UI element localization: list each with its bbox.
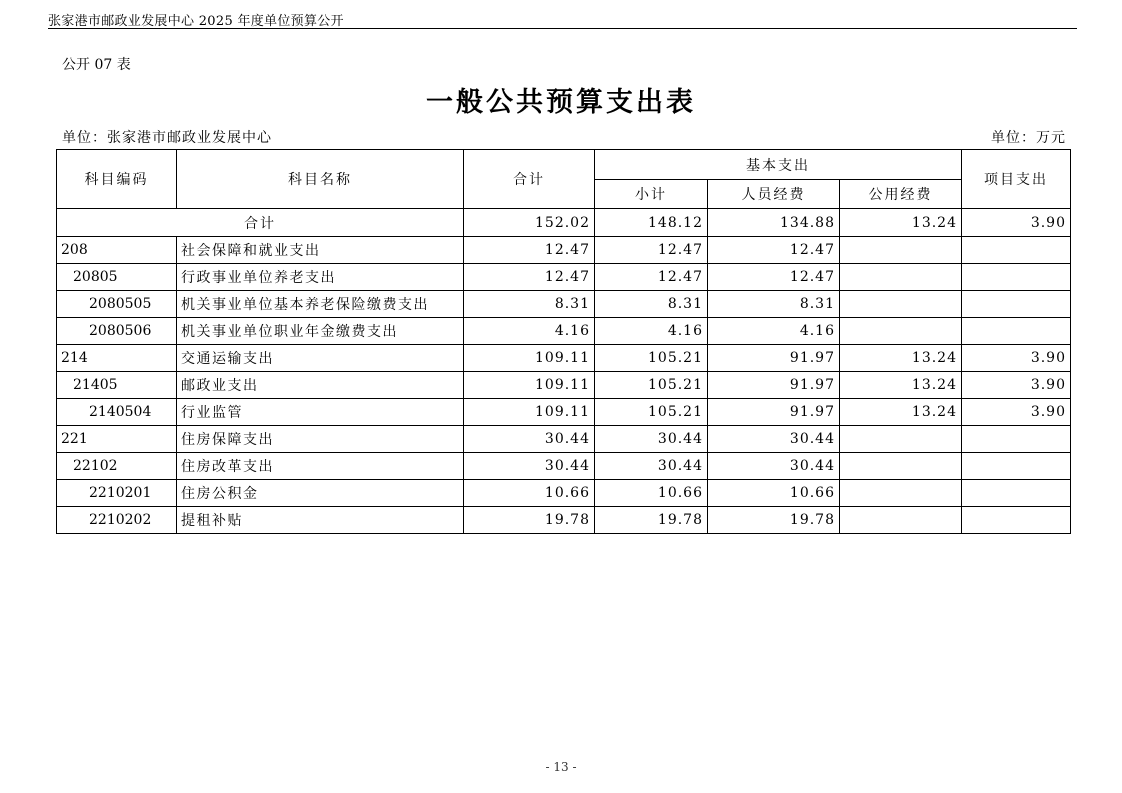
row-public: [840, 453, 962, 480]
table-row: [57, 372, 1071, 399]
row-personnel: 8.31: [708, 291, 840, 318]
total-row-project: 3.90: [962, 209, 1071, 237]
table-row: [57, 453, 1071, 480]
row-public: [840, 237, 962, 264]
total-row-subtotal: 148.12: [595, 209, 708, 237]
row-code: 2140504: [57, 399, 177, 426]
header-public: 公用经费: [840, 180, 962, 209]
row-total: 8.31: [464, 291, 595, 318]
header-basic-expenditure: 基本支出: [595, 150, 962, 180]
row-subtotal: 30.44: [595, 453, 708, 480]
row-total: 30.44: [464, 453, 595, 480]
row-personnel: 30.44: [708, 426, 840, 453]
header-project-expenditure: 项目支出: [962, 150, 1071, 209]
row-total: 12.47: [464, 237, 595, 264]
row-name: 住房改革支出: [177, 453, 464, 480]
row-name: 行政事业单位养老支出: [177, 264, 464, 291]
row-subtotal: 19.78: [595, 507, 708, 534]
row-public: 13.24: [840, 399, 962, 426]
table-row: [57, 237, 1071, 264]
row-subtotal: 105.21: [595, 372, 708, 399]
row-code: 221: [57, 426, 177, 453]
row-project: [962, 453, 1071, 480]
row-total: 19.78: [464, 507, 595, 534]
row-project: [962, 291, 1071, 318]
row-public: [840, 480, 962, 507]
row-code: 2210202: [57, 507, 177, 534]
row-name: 住房保障支出: [177, 426, 464, 453]
row-project: [962, 507, 1071, 534]
row-name: 住房公积金: [177, 480, 464, 507]
row-personnel: 30.44: [708, 453, 840, 480]
row-project: [962, 318, 1071, 345]
row-name: 交通运输支出: [177, 345, 464, 372]
row-total: 10.66: [464, 480, 595, 507]
row-name: 机关事业单位职业年金缴费支出: [177, 318, 464, 345]
total-row: [57, 209, 1071, 237]
row-total: 4.16: [464, 318, 595, 345]
table-number-label: 公开 07 表: [62, 57, 131, 73]
row-public: [840, 264, 962, 291]
row-name: 机关事业单位基本养老保险缴费支出: [177, 291, 464, 318]
row-code: 208: [57, 237, 177, 264]
header-divider: [48, 28, 1077, 29]
total-row-total: 152.02: [464, 209, 595, 237]
table-row: [57, 291, 1071, 318]
row-project: [962, 426, 1071, 453]
header-subtotal: 小计: [595, 180, 708, 209]
row-subtotal: 10.66: [595, 480, 708, 507]
row-code: 20805: [57, 264, 177, 291]
unit-name-label: 单位：张家港市邮政业发展中心: [62, 130, 272, 146]
row-public: [840, 426, 962, 453]
page-number: - 13 -: [545, 760, 577, 774]
row-project: [962, 264, 1071, 291]
row-code: 22102: [57, 453, 177, 480]
row-project: 3.90: [962, 399, 1071, 426]
row-project: [962, 237, 1071, 264]
row-public: [840, 318, 962, 345]
total-row-label: 合计: [57, 209, 464, 237]
table-row: [57, 399, 1071, 426]
row-code: 2210201: [57, 480, 177, 507]
row-personnel: 91.97: [708, 372, 840, 399]
row-subtotal: 30.44: [595, 426, 708, 453]
row-project: 3.90: [962, 372, 1071, 399]
row-total: 109.11: [464, 372, 595, 399]
row-public: 13.24: [840, 372, 962, 399]
row-personnel: 10.66: [708, 480, 840, 507]
row-name: 提租补贴: [177, 507, 464, 534]
page-title: 一般公共预算支出表: [426, 87, 696, 118]
row-public: 13.24: [840, 345, 962, 372]
row-personnel: 4.16: [708, 318, 840, 345]
row-code: 2080505: [57, 291, 177, 318]
row-code: 214: [57, 345, 177, 372]
table-row: [57, 345, 1071, 372]
row-name: 社会保障和就业支出: [177, 237, 464, 264]
row-subtotal: 12.47: [595, 237, 708, 264]
row-total: 109.11: [464, 345, 595, 372]
row-total: 12.47: [464, 264, 595, 291]
row-subtotal: 12.47: [595, 264, 708, 291]
row-personnel: 91.97: [708, 345, 840, 372]
header-code: 科目编码: [57, 150, 177, 209]
total-row-personnel: 134.88: [708, 209, 840, 237]
row-code: 2080506: [57, 318, 177, 345]
row-total: 30.44: [464, 426, 595, 453]
header-name: 科目名称: [177, 150, 464, 209]
row-personnel: 12.47: [708, 264, 840, 291]
row-subtotal: 8.31: [595, 291, 708, 318]
row-code: 21405: [57, 372, 177, 399]
total-row-public: 13.24: [840, 209, 962, 237]
row-personnel: 19.78: [708, 507, 840, 534]
header-personnel: 人员经费: [708, 180, 840, 209]
row-name: 邮政业支出: [177, 372, 464, 399]
row-public: [840, 291, 962, 318]
budget-expenditure-table: [56, 149, 1071, 534]
table-row: [57, 264, 1071, 291]
table-row: [57, 507, 1071, 534]
currency-unit-label: 单位：万元: [991, 130, 1066, 146]
row-name: 行业监管: [177, 399, 464, 426]
row-personnel: 12.47: [708, 237, 840, 264]
row-subtotal: 4.16: [595, 318, 708, 345]
row-public: [840, 507, 962, 534]
row-personnel: 91.97: [708, 399, 840, 426]
table-row: [57, 426, 1071, 453]
table-row: [57, 318, 1071, 345]
document-header-title: 张家港市邮政业发展中心 2025 年度单位预算公开: [48, 14, 344, 29]
row-project: 3.90: [962, 345, 1071, 372]
row-project: [962, 480, 1071, 507]
header-total: 合计: [464, 150, 595, 209]
table-row: [57, 480, 1071, 507]
row-subtotal: 105.21: [595, 345, 708, 372]
row-total: 109.11: [464, 399, 595, 426]
row-subtotal: 105.21: [595, 399, 708, 426]
